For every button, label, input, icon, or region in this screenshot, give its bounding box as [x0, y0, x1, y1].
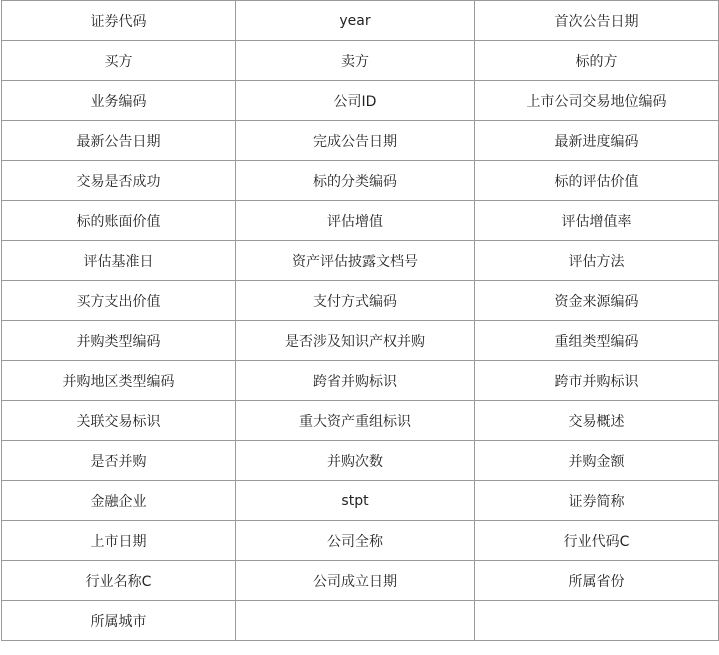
table-cell: 金融企业: [2, 481, 236, 521]
table-row: [2, 81, 719, 121]
table-cell: 重组类型编码: [475, 321, 719, 361]
table-cell: 完成公告日期: [236, 121, 475, 161]
table-cell: 跨市并购标识: [475, 361, 719, 401]
table-cell: 并购次数: [236, 441, 475, 481]
table-row: [2, 401, 719, 441]
table-cell: 交易概述: [475, 401, 719, 441]
table-cell: stpt: [236, 481, 475, 521]
table-row: [2, 1, 719, 41]
table-cell: 标的评估价值: [475, 161, 719, 201]
table-cell: 公司ID: [236, 81, 475, 121]
table-cell: 买方: [2, 41, 236, 81]
table-cell: 并购金额: [475, 441, 719, 481]
table-cell: 买方支出价值: [2, 281, 236, 321]
table-row: [2, 481, 719, 521]
table-row: [2, 521, 719, 561]
table-cell: 所属城市: [2, 601, 236, 641]
table-cell: 上市日期: [2, 521, 236, 561]
table-cell: 标的分类编码: [236, 161, 475, 201]
table-row: [2, 361, 719, 401]
table-cell: 评估增值率: [475, 201, 719, 241]
field-table: [1, 0, 719, 641]
table-cell: 卖方: [236, 41, 475, 81]
table-row: [2, 41, 719, 81]
table-row: [2, 321, 719, 361]
table-row: [2, 281, 719, 321]
table-cell: year: [236, 1, 475, 41]
table-cell: 行业名称C: [2, 561, 236, 601]
table-cell: 资金来源编码: [475, 281, 719, 321]
table-cell: 所属省份: [475, 561, 719, 601]
table-cell: 最新公告日期: [2, 121, 236, 161]
table-row: [2, 561, 719, 601]
table-cell: 证券代码: [2, 1, 236, 41]
table-cell: 最新进度编码: [475, 121, 719, 161]
table-cell: 是否涉及知识产权并购: [236, 321, 475, 361]
table-cell: [236, 601, 475, 641]
table-cell: 标的方: [475, 41, 719, 81]
table-cell: 行业代码C: [475, 521, 719, 561]
table-row: [2, 121, 719, 161]
table-row: [2, 601, 719, 641]
table-cell: 证券简称: [475, 481, 719, 521]
table-cell: 支付方式编码: [236, 281, 475, 321]
table-row: [2, 241, 719, 281]
table-cell: 跨省并购标识: [236, 361, 475, 401]
table-row: [2, 161, 719, 201]
table-cell: 并购类型编码: [2, 321, 236, 361]
table-cell: [475, 601, 719, 641]
table-cell: 并购地区类型编码: [2, 361, 236, 401]
table-cell: 公司全称: [236, 521, 475, 561]
table-cell: 交易是否成功: [2, 161, 236, 201]
table-cell: 资产评估披露文档号: [236, 241, 475, 281]
table-cell: 首次公告日期: [475, 1, 719, 41]
table-cell: 评估基准日: [2, 241, 236, 281]
table-cell: 业务编码: [2, 81, 236, 121]
table-cell: 评估方法: [475, 241, 719, 281]
table-row: [2, 201, 719, 241]
table-cell: 上市公司交易地位编码: [475, 81, 719, 121]
table-cell: 是否并购: [2, 441, 236, 481]
table-row: [2, 441, 719, 481]
table-cell: 标的账面价值: [2, 201, 236, 241]
table-cell: 公司成立日期: [236, 561, 475, 601]
table-cell: 重大资产重组标识: [236, 401, 475, 441]
table-cell: 评估增值: [236, 201, 475, 241]
table-cell: 关联交易标识: [2, 401, 236, 441]
